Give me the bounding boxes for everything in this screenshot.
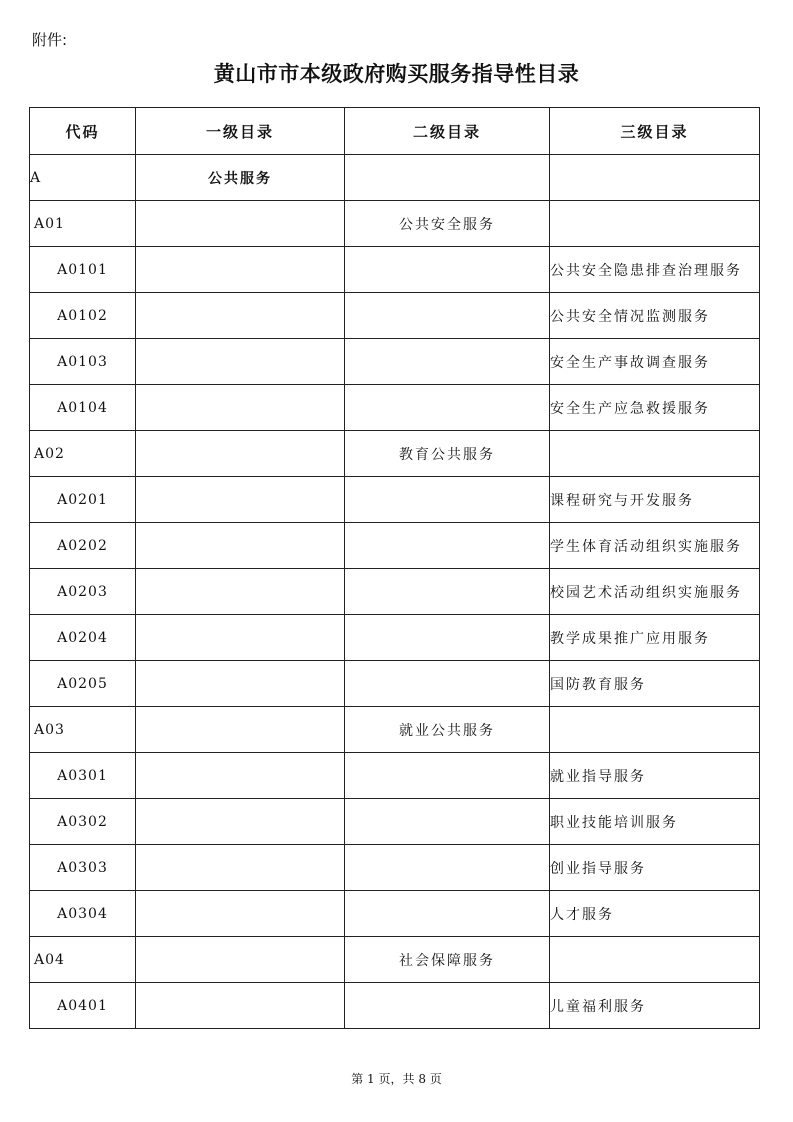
- code-cell: A0304: [30, 891, 136, 937]
- level2-cell: 就业公共服务: [345, 707, 550, 753]
- level3-cell: [550, 707, 760, 753]
- code-cell: A01: [30, 201, 136, 247]
- code-cell: A02: [30, 431, 136, 477]
- level1-cell: [136, 845, 345, 891]
- code-cell: A0201: [30, 477, 136, 523]
- level2-cell: [345, 339, 550, 385]
- attachment-label: 附件:: [32, 31, 68, 49]
- level1-cell: [136, 201, 345, 247]
- level3-cell: 安全生产应急救援服务: [550, 385, 760, 431]
- level1-cell: [136, 569, 345, 615]
- table-row: [30, 615, 760, 661]
- table-row: [30, 707, 760, 753]
- level1-cell: [136, 753, 345, 799]
- level1-cell: 公共服务: [136, 155, 345, 201]
- level1-cell: [136, 799, 345, 845]
- level2-cell: [345, 293, 550, 339]
- code-cell: A0101: [30, 247, 136, 293]
- level3-cell: 校园艺术活动组织实施服务: [550, 569, 760, 615]
- table-row: [30, 891, 760, 937]
- code-cell: A0302: [30, 799, 136, 845]
- table-row: [30, 983, 760, 1029]
- level3-cell: 公共安全隐患排查治理服务: [550, 247, 760, 293]
- table-row: [30, 661, 760, 707]
- level2-cell: [345, 247, 550, 293]
- code-cell: A0202: [30, 523, 136, 569]
- code-cell: A0103: [30, 339, 136, 385]
- table-row: [30, 799, 760, 845]
- code-cell: A03: [30, 707, 136, 753]
- table-body: [30, 155, 760, 1029]
- level2-cell: 公共安全服务: [345, 201, 550, 247]
- level2-cell: [345, 477, 550, 523]
- level1-cell: [136, 431, 345, 477]
- table-row: [30, 339, 760, 385]
- level2-cell: [345, 891, 550, 937]
- level3-cell: 儿童福利服务: [550, 983, 760, 1029]
- table-row: [30, 523, 760, 569]
- header-level2: 二级目录: [345, 108, 550, 155]
- level1-cell: [136, 937, 345, 983]
- level3-cell: [550, 201, 760, 247]
- level1-cell: [136, 385, 345, 431]
- level2-cell: [345, 385, 550, 431]
- level1-cell: [136, 339, 345, 385]
- code-cell: A0205: [30, 661, 136, 707]
- table-row: [30, 937, 760, 983]
- level3-cell: 人才服务: [550, 891, 760, 937]
- code-cell: A0203: [30, 569, 136, 615]
- level3-cell: [550, 431, 760, 477]
- level2-cell: [345, 753, 550, 799]
- level3-cell: 国防教育服务: [550, 661, 760, 707]
- level2-cell: [345, 523, 550, 569]
- level1-cell: [136, 661, 345, 707]
- table-row: [30, 247, 760, 293]
- level1-cell: [136, 983, 345, 1029]
- level3-cell: 创业指导服务: [550, 845, 760, 891]
- table-row: [30, 753, 760, 799]
- page-footer: 第 1 页，共 8 页: [351, 1072, 442, 1086]
- level3-cell: 职业技能培训服务: [550, 799, 760, 845]
- code-cell: A0204: [30, 615, 136, 661]
- level2-cell: [345, 615, 550, 661]
- level2-cell: [345, 155, 550, 201]
- catalog-table: [29, 107, 760, 1029]
- header-level3: 三级目录: [550, 108, 760, 155]
- table-row: [30, 385, 760, 431]
- level1-cell: [136, 477, 345, 523]
- level3-cell: 安全生产事故调查服务: [550, 339, 760, 385]
- level2-cell: [345, 983, 550, 1029]
- table-row: [30, 293, 760, 339]
- level2-cell: 教育公共服务: [345, 431, 550, 477]
- code-cell: A0104: [30, 385, 136, 431]
- level2-cell: [345, 845, 550, 891]
- code-cell: A: [30, 155, 136, 201]
- code-cell: A04: [30, 937, 136, 983]
- level1-cell: [136, 247, 345, 293]
- header-level1: 一级目录: [136, 108, 345, 155]
- code-cell: A0401: [30, 983, 136, 1029]
- level3-cell: 就业指导服务: [550, 753, 760, 799]
- table-row: [30, 569, 760, 615]
- level3-cell: 公共安全情况监测服务: [550, 293, 760, 339]
- level1-cell: [136, 293, 345, 339]
- level1-cell: [136, 707, 345, 753]
- code-cell: A0301: [30, 753, 136, 799]
- table-row: [30, 477, 760, 523]
- level1-cell: [136, 891, 345, 937]
- level2-cell: [345, 569, 550, 615]
- level3-cell: [550, 155, 760, 201]
- table-row: [30, 845, 760, 891]
- level2-cell: 社会保障服务: [345, 937, 550, 983]
- level3-cell: 课程研究与开发服务: [550, 477, 760, 523]
- table-row: [30, 431, 760, 477]
- level1-cell: [136, 615, 345, 661]
- code-cell: A0102: [30, 293, 136, 339]
- table-header-row: [30, 108, 760, 155]
- level2-cell: [345, 799, 550, 845]
- header-code: 代码: [30, 108, 136, 155]
- table-row: [30, 155, 760, 201]
- level3-cell: 教学成果推广应用服务: [550, 615, 760, 661]
- code-cell: A0303: [30, 845, 136, 891]
- level3-cell: [550, 937, 760, 983]
- table-row: [30, 201, 760, 247]
- document-title: 黄山市市本级政府购买服务指导性目录: [213, 61, 580, 86]
- level1-cell: [136, 523, 345, 569]
- level3-cell: 学生体育活动组织实施服务: [550, 523, 760, 569]
- level2-cell: [345, 661, 550, 707]
